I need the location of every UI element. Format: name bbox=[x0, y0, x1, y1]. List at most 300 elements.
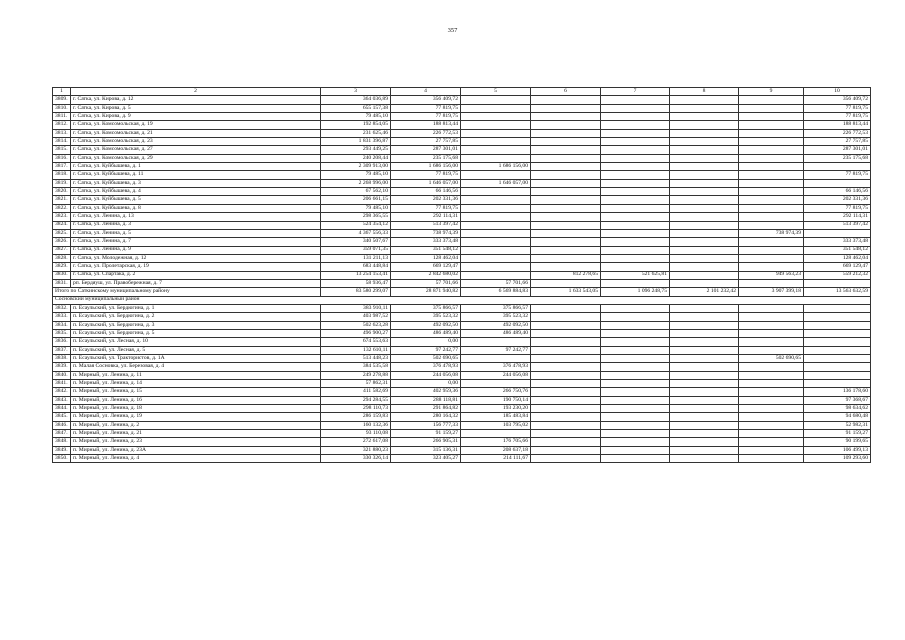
row-address: г. Сатка, ул. Куйбышева, д. 1 bbox=[71, 163, 321, 171]
row-value-c8 bbox=[670, 171, 739, 179]
row-value-c4: 1 646 057,00 bbox=[391, 179, 461, 187]
row-address: г. Сатка, ул. Ленина, д. 9 bbox=[71, 246, 321, 254]
row-value-c4: 77 819,75 bbox=[391, 171, 461, 179]
row-number: 3827. bbox=[53, 246, 71, 254]
row-value-c3: 364 036,89 bbox=[321, 96, 391, 104]
row-value-c7: 521 625,81 bbox=[601, 271, 670, 279]
row-value-c10: 77 819,75 bbox=[804, 104, 871, 112]
row-value-c9 bbox=[739, 430, 804, 438]
row-value-c10: 356 409,72 bbox=[804, 96, 871, 104]
header-row bbox=[53, 88, 871, 96]
row-value-c5 bbox=[461, 355, 531, 363]
row-number: 3824. bbox=[53, 221, 71, 229]
row-value-c10: 202 331,36 bbox=[804, 196, 871, 204]
row-number: 3819. bbox=[53, 179, 71, 187]
row-value-c9 bbox=[739, 388, 804, 396]
row-value-c4: 235 175,68 bbox=[391, 154, 461, 162]
row-number: 3849. bbox=[53, 446, 71, 454]
row-address: п. Есаульский, ул. Лесная, д. 10 bbox=[71, 338, 321, 346]
row-value-c5 bbox=[461, 338, 531, 346]
row-address: п. Мирный, ул. Ленина, д. 14 bbox=[71, 380, 321, 388]
row-value-c3: 403 987,52 bbox=[321, 313, 391, 321]
row-value-c8 bbox=[670, 263, 739, 271]
row-value-c9 bbox=[739, 329, 804, 337]
row-value-c9 bbox=[739, 338, 804, 346]
table-row bbox=[53, 196, 871, 204]
row-value-c9 bbox=[739, 313, 804, 321]
row-value-c4: 513 397,42 bbox=[391, 221, 461, 229]
row-value-c10: 235 175,68 bbox=[804, 154, 871, 162]
row-value-c9 bbox=[739, 96, 804, 104]
row-value-c10: 52 982,31 bbox=[804, 421, 871, 429]
row-value-c4: 0,00 bbox=[391, 338, 461, 346]
row-value-c6 bbox=[531, 229, 601, 237]
row-number: 3821. bbox=[53, 196, 71, 204]
table-row bbox=[53, 179, 871, 187]
total-value-c7: 1 096 248,75 bbox=[601, 288, 670, 296]
row-value-c3: 79 485,10 bbox=[321, 113, 391, 121]
row-value-c8 bbox=[670, 355, 739, 363]
table-row bbox=[53, 154, 871, 162]
row-value-c9 bbox=[739, 421, 804, 429]
row-number: 3815. bbox=[53, 146, 71, 154]
row-value-c3: 384 535,58 bbox=[321, 363, 391, 371]
row-value-c3: 131 211,13 bbox=[321, 254, 391, 262]
row-value-c4: 91 159,27 bbox=[391, 430, 461, 438]
row-value-c5 bbox=[461, 221, 531, 229]
row-value-c6 bbox=[531, 121, 601, 129]
section-row bbox=[53, 296, 871, 304]
row-value-c9 bbox=[739, 380, 804, 388]
row-value-c4: 57 701,66 bbox=[391, 279, 461, 287]
row-value-c7 bbox=[601, 421, 670, 429]
row-value-c7 bbox=[601, 263, 670, 271]
column-header-10: 10 bbox=[804, 88, 871, 96]
column-header-6: 6 bbox=[531, 88, 601, 96]
row-value-c4: 315 136,31 bbox=[391, 446, 461, 454]
row-number: 3836. bbox=[53, 338, 71, 346]
row-value-c3: 321 880,23 bbox=[321, 446, 391, 454]
row-value-c7 bbox=[601, 229, 670, 237]
row-value-c5 bbox=[461, 204, 531, 212]
column-header-1: 1 bbox=[53, 88, 71, 96]
row-value-c4: 27 757,85 bbox=[391, 138, 461, 146]
row-address: п. Мирный, ул. Ленина, д. 23А bbox=[71, 446, 321, 454]
row-value-c7 bbox=[601, 363, 670, 371]
row-value-c10 bbox=[804, 279, 871, 287]
row-value-c10: 98 634,62 bbox=[804, 405, 871, 413]
row-value-c4: 402 959,36 bbox=[391, 388, 461, 396]
row-number: 3812. bbox=[53, 121, 71, 129]
row-address: п. Есаульский, ул. Бердюгина, д. 3 bbox=[71, 321, 321, 329]
row-value-c5: 185 483,84 bbox=[461, 413, 531, 421]
row-value-c10 bbox=[804, 338, 871, 346]
row-value-c8 bbox=[670, 430, 739, 438]
row-value-c7 bbox=[601, 371, 670, 379]
row-value-c5 bbox=[461, 254, 531, 262]
row-value-c6 bbox=[531, 430, 601, 438]
row-number: 3838. bbox=[53, 355, 71, 363]
row-number: 3816. bbox=[53, 154, 71, 162]
row-value-c4: 292 114,31 bbox=[391, 213, 461, 221]
row-value-c7 bbox=[601, 388, 670, 396]
table-row bbox=[53, 238, 871, 246]
row-number: 3841. bbox=[53, 380, 71, 388]
row-number: 3833. bbox=[53, 313, 71, 321]
row-number: 3822. bbox=[53, 204, 71, 212]
total-value-c3: 83 580 299,07 bbox=[321, 288, 391, 296]
row-value-c10: 333 373,48 bbox=[804, 238, 871, 246]
table-row bbox=[53, 455, 871, 463]
row-number: 3818. bbox=[53, 171, 71, 179]
column-header-3: 3 bbox=[321, 88, 391, 96]
row-value-c6 bbox=[531, 446, 601, 454]
row-value-c8 bbox=[670, 446, 739, 454]
row-value-c9: 738 974,39 bbox=[739, 229, 804, 237]
row-value-c4: 226 772,53 bbox=[391, 129, 461, 137]
row-value-c3: 524 354,12 bbox=[321, 221, 391, 229]
row-value-c7 bbox=[601, 455, 670, 463]
row-value-c6 bbox=[531, 329, 601, 337]
row-value-c3: 683 448,84 bbox=[321, 263, 391, 271]
row-value-c5: 375 866,57 bbox=[461, 304, 531, 312]
row-number: 3811. bbox=[53, 113, 71, 121]
row-value-c3: 502 623,28 bbox=[321, 321, 391, 329]
row-value-c5 bbox=[461, 96, 531, 104]
row-number: 3832. bbox=[53, 304, 71, 312]
row-value-c9 bbox=[739, 405, 804, 413]
row-value-c6: 812 278,65 bbox=[531, 271, 601, 279]
row-value-c4: 280 164,32 bbox=[391, 413, 461, 421]
row-value-c5 bbox=[461, 238, 531, 246]
row-value-c5: 103 795,02 bbox=[461, 421, 531, 429]
row-value-c10 bbox=[804, 304, 871, 312]
row-value-c10: 188 813,44 bbox=[804, 121, 871, 129]
row-number: 3823. bbox=[53, 213, 71, 221]
row-address: г. Сатка, ул. Кирова, д. 12 bbox=[71, 96, 321, 104]
row-value-c9 bbox=[739, 254, 804, 262]
row-value-c7 bbox=[601, 321, 670, 329]
row-value-c3: 383 910,11 bbox=[321, 304, 391, 312]
row-value-c10: 106 499,13 bbox=[804, 446, 871, 454]
row-value-c9 bbox=[739, 213, 804, 221]
row-value-c3: 79 485,10 bbox=[321, 204, 391, 212]
row-value-c3: 93 110,08 bbox=[321, 430, 391, 438]
row-value-c4: 376 478,93 bbox=[391, 363, 461, 371]
row-value-c4: 66 146,56 bbox=[391, 188, 461, 196]
row-value-c10 bbox=[804, 179, 871, 187]
row-value-c6 bbox=[531, 438, 601, 446]
row-value-c5 bbox=[461, 129, 531, 137]
row-value-c10 bbox=[804, 371, 871, 379]
row-value-c6 bbox=[531, 113, 601, 121]
row-value-c3: 2 268 996,00 bbox=[321, 179, 391, 187]
row-value-c9 bbox=[739, 446, 804, 454]
row-value-c3: 79 485,10 bbox=[321, 171, 391, 179]
row-address: г. Сатка, ул. Молодежная, д. 12 bbox=[71, 254, 321, 262]
row-value-c3: 132 610,11 bbox=[321, 346, 391, 354]
row-value-c3: 294 284,55 bbox=[321, 396, 391, 404]
row-value-c3: 496 900,27 bbox=[321, 329, 391, 337]
row-number: 3835. bbox=[53, 329, 71, 337]
row-number: 3829. bbox=[53, 263, 71, 271]
row-number: 3814. bbox=[53, 138, 71, 146]
row-value-c4: 77 819,75 bbox=[391, 104, 461, 112]
row-value-c5 bbox=[461, 196, 531, 204]
row-value-c10: 292 114,31 bbox=[804, 213, 871, 221]
row-value-c5 bbox=[461, 121, 531, 129]
row-value-c7 bbox=[601, 380, 670, 388]
table-row bbox=[53, 163, 871, 171]
row-value-c6 bbox=[531, 213, 601, 221]
column-header-7: 7 bbox=[601, 88, 670, 96]
row-value-c6 bbox=[531, 363, 601, 371]
row-value-c9 bbox=[739, 196, 804, 204]
row-value-c4: 351 548,12 bbox=[391, 246, 461, 254]
row-address: п. Мирный, ул. Ленина, д. 18 bbox=[71, 405, 321, 413]
row-value-c7 bbox=[601, 163, 670, 171]
row-number: 3843. bbox=[53, 396, 71, 404]
row-value-c4: 202 331,36 bbox=[391, 196, 461, 204]
row-value-c8 bbox=[670, 146, 739, 154]
row-value-c10: 136 178,60 bbox=[804, 388, 871, 396]
row-value-c8 bbox=[670, 271, 739, 279]
row-value-c7 bbox=[601, 104, 670, 112]
row-value-c3: 4 367 556,33 bbox=[321, 229, 391, 237]
row-value-c7 bbox=[601, 346, 670, 354]
row-value-c8 bbox=[670, 279, 739, 287]
row-value-c5: 376 478,93 bbox=[461, 363, 531, 371]
row-value-c8 bbox=[670, 388, 739, 396]
row-address: п. Малая Сосновка, ул. Березовая, д. 4 bbox=[71, 363, 321, 371]
row-value-c7 bbox=[601, 171, 670, 179]
row-value-c10: 91 159,27 bbox=[804, 430, 871, 438]
row-value-c3: 340 507,67 bbox=[321, 238, 391, 246]
column-header-2: 2 bbox=[71, 88, 321, 96]
row-value-c4: 2 842 680,02 bbox=[391, 271, 461, 279]
row-address: п. Есаульский, ул. Бердюгина, д. 5 bbox=[71, 329, 321, 337]
row-number: 3810. bbox=[53, 104, 71, 112]
table-row bbox=[53, 438, 871, 446]
row-value-c8 bbox=[670, 338, 739, 346]
table-row bbox=[53, 338, 871, 346]
row-address: г. Сатка, ул. Куйбышева, д. 5 bbox=[71, 196, 321, 204]
total-value-c8: 2 101 232,42 bbox=[670, 288, 739, 296]
row-value-c9 bbox=[739, 113, 804, 121]
row-value-c6 bbox=[531, 380, 601, 388]
total-value-c4: 28 871 940,82 bbox=[391, 288, 461, 296]
row-value-c4: 156 777,33 bbox=[391, 421, 461, 429]
row-value-c7 bbox=[601, 113, 670, 121]
row-value-c9 bbox=[739, 246, 804, 254]
row-address: г. Сатка, ул. Спартака, д. 2 bbox=[71, 271, 321, 279]
row-value-c4: 188 813,44 bbox=[391, 121, 461, 129]
row-value-c10: 559 212,32 bbox=[804, 271, 871, 279]
row-value-c6 bbox=[531, 196, 601, 204]
row-value-c3: 513 448,23 bbox=[321, 355, 391, 363]
column-header-9: 9 bbox=[739, 88, 804, 96]
row-value-c4: 0,00 bbox=[391, 380, 461, 388]
row-value-c10: 77 819,75 bbox=[804, 113, 871, 121]
row-address: г. Сатка, ул. Куйбышева, д. 8 bbox=[71, 204, 321, 212]
row-value-c9 bbox=[739, 121, 804, 129]
row-address: г. Сатка, ул. Ленина, д. 3 bbox=[71, 221, 321, 229]
row-value-c5 bbox=[461, 154, 531, 162]
row-value-c5 bbox=[461, 271, 531, 279]
table-row bbox=[53, 413, 871, 421]
row-value-c8 bbox=[670, 221, 739, 229]
row-value-c9 bbox=[739, 263, 804, 271]
row-value-c6 bbox=[531, 129, 601, 137]
row-number: 3837. bbox=[53, 346, 71, 354]
row-address: г. Сатка, ул. Пролетарская, д. 19 bbox=[71, 263, 321, 271]
row-value-c10: 669 129,47 bbox=[804, 263, 871, 271]
row-value-c6 bbox=[531, 246, 601, 254]
row-value-c5: 244 056,08 bbox=[461, 371, 531, 379]
total-value-c5: 6 569 884,83 bbox=[461, 288, 531, 296]
row-address: г. Сатка, ул. Ленина, д. 5 bbox=[71, 229, 321, 237]
row-value-c6 bbox=[531, 104, 601, 112]
table-row bbox=[53, 204, 871, 212]
row-value-c5: 266 750,76 bbox=[461, 388, 531, 396]
row-value-c8 bbox=[670, 413, 739, 421]
row-value-c7 bbox=[601, 355, 670, 363]
row-value-c10 bbox=[804, 163, 871, 171]
row-address: п. Есаульский, ул. Лесная, д. 5 bbox=[71, 346, 321, 354]
table-row bbox=[53, 396, 871, 404]
row-value-c9 bbox=[739, 304, 804, 312]
row-value-c7 bbox=[601, 196, 670, 204]
table-row bbox=[53, 279, 871, 287]
row-value-c10: 226 772,53 bbox=[804, 129, 871, 137]
row-value-c9 bbox=[739, 279, 804, 287]
row-value-c3: 58 936,47 bbox=[321, 279, 391, 287]
table-row bbox=[53, 96, 871, 104]
row-value-c4: 128 462,04 bbox=[391, 254, 461, 262]
total-row bbox=[53, 288, 871, 296]
table-row bbox=[53, 246, 871, 254]
row-value-c4: 266 905,31 bbox=[391, 438, 461, 446]
row-value-c10: 109 293,60 bbox=[804, 455, 871, 463]
row-value-c8 bbox=[670, 213, 739, 221]
table-row bbox=[53, 329, 871, 337]
row-address: п. Есаульский, ул. Бердюгина, д. 1 bbox=[71, 304, 321, 312]
row-value-c4: 395 523,32 bbox=[391, 313, 461, 321]
table-row bbox=[53, 188, 871, 196]
row-value-c7 bbox=[601, 146, 670, 154]
row-value-c7 bbox=[601, 138, 670, 146]
row-value-c8 bbox=[670, 313, 739, 321]
row-value-c10 bbox=[804, 329, 871, 337]
row-value-c7 bbox=[601, 238, 670, 246]
row-value-c7 bbox=[601, 430, 670, 438]
row-value-c9 bbox=[739, 455, 804, 463]
row-value-c6 bbox=[531, 321, 601, 329]
table-row bbox=[53, 380, 871, 388]
row-value-c8 bbox=[670, 188, 739, 196]
row-value-c6 bbox=[531, 163, 601, 171]
row-value-c3: 249 278,88 bbox=[321, 371, 391, 379]
row-value-c3: 160 132,36 bbox=[321, 421, 391, 429]
row-value-c3: 272 617,08 bbox=[321, 438, 391, 446]
row-value-c4: 77 819,75 bbox=[391, 204, 461, 212]
row-value-c3: 192 854,05 bbox=[321, 121, 391, 129]
table-row bbox=[53, 171, 871, 179]
row-address: г. Сатка, ул. Куйбышева, д. 11 bbox=[71, 171, 321, 179]
table-row bbox=[53, 321, 871, 329]
row-value-c7 bbox=[601, 188, 670, 196]
row-address: г. Сатка, ул. Куйбышева, д. 3 bbox=[71, 179, 321, 187]
row-value-c10: 27 757,85 bbox=[804, 138, 871, 146]
row-address: п. Мирный, ул. Ленина, д. 11 bbox=[71, 371, 321, 379]
table-row bbox=[53, 313, 871, 321]
row-value-c5: 486 489,40 bbox=[461, 329, 531, 337]
row-value-c6 bbox=[531, 346, 601, 354]
row-value-c8 bbox=[670, 129, 739, 137]
row-value-c3: 67 562,10 bbox=[321, 188, 391, 196]
row-value-c10: 77 819,75 bbox=[804, 204, 871, 212]
row-value-c9 bbox=[739, 129, 804, 137]
row-value-c6 bbox=[531, 154, 601, 162]
table-row bbox=[53, 229, 871, 237]
row-value-c4: 486 489,40 bbox=[391, 329, 461, 337]
table-row bbox=[53, 271, 871, 279]
row-value-c10 bbox=[804, 346, 871, 354]
row-value-c7 bbox=[601, 96, 670, 104]
row-value-c8 bbox=[670, 238, 739, 246]
row-value-c8 bbox=[670, 405, 739, 413]
table-row bbox=[53, 405, 871, 413]
row-value-c7 bbox=[601, 154, 670, 162]
row-value-c9 bbox=[739, 154, 804, 162]
row-value-c5: 97 242,77 bbox=[461, 346, 531, 354]
table-row bbox=[53, 430, 871, 438]
row-value-c8 bbox=[670, 329, 739, 337]
row-address: г. Сатка, ул. Ленина, д. 7 bbox=[71, 238, 321, 246]
row-value-c8 bbox=[670, 371, 739, 379]
row-address: г. Сатка, ул. Комсомольская, д. 23 bbox=[71, 138, 321, 146]
row-number: 3831. bbox=[53, 279, 71, 287]
row-value-c6 bbox=[531, 96, 601, 104]
row-value-c3: 674 553,63 bbox=[321, 338, 391, 346]
row-value-c5: 193 230,20 bbox=[461, 405, 531, 413]
row-address: п. Мирный, ул. Ленина, д. 19 bbox=[71, 413, 321, 421]
row-value-c6 bbox=[531, 279, 601, 287]
row-value-c4: 669 129,47 bbox=[391, 263, 461, 271]
row-value-c10: 94 680,48 bbox=[804, 413, 871, 421]
row-value-c9 bbox=[739, 438, 804, 446]
table-row bbox=[53, 138, 871, 146]
row-address: г. Сатка, ул. Комсомольская, д. 19 bbox=[71, 121, 321, 129]
row-value-c3: 359 071,35 bbox=[321, 246, 391, 254]
row-value-c9: 502 690,65 bbox=[739, 355, 804, 363]
row-value-c6 bbox=[531, 455, 601, 463]
row-value-c9 bbox=[739, 146, 804, 154]
table-row bbox=[53, 213, 871, 221]
row-value-c7 bbox=[601, 221, 670, 229]
row-value-c8 bbox=[670, 396, 739, 404]
row-address: п. Мирный, ул. Ленина, д. 21 bbox=[71, 430, 321, 438]
row-value-c5 bbox=[461, 263, 531, 271]
row-value-c5: 1 646 057,00 bbox=[461, 179, 531, 187]
row-address: п. Есаульский, ул. Трактористов, д. 1А bbox=[71, 355, 321, 363]
row-value-c10 bbox=[804, 313, 871, 321]
row-address: п. Мирный, ул. Ленина, д. 4 bbox=[71, 455, 321, 463]
row-value-c8 bbox=[670, 104, 739, 112]
row-value-c7 bbox=[601, 438, 670, 446]
row-value-c9 bbox=[739, 238, 804, 246]
row-value-c6 bbox=[531, 238, 601, 246]
